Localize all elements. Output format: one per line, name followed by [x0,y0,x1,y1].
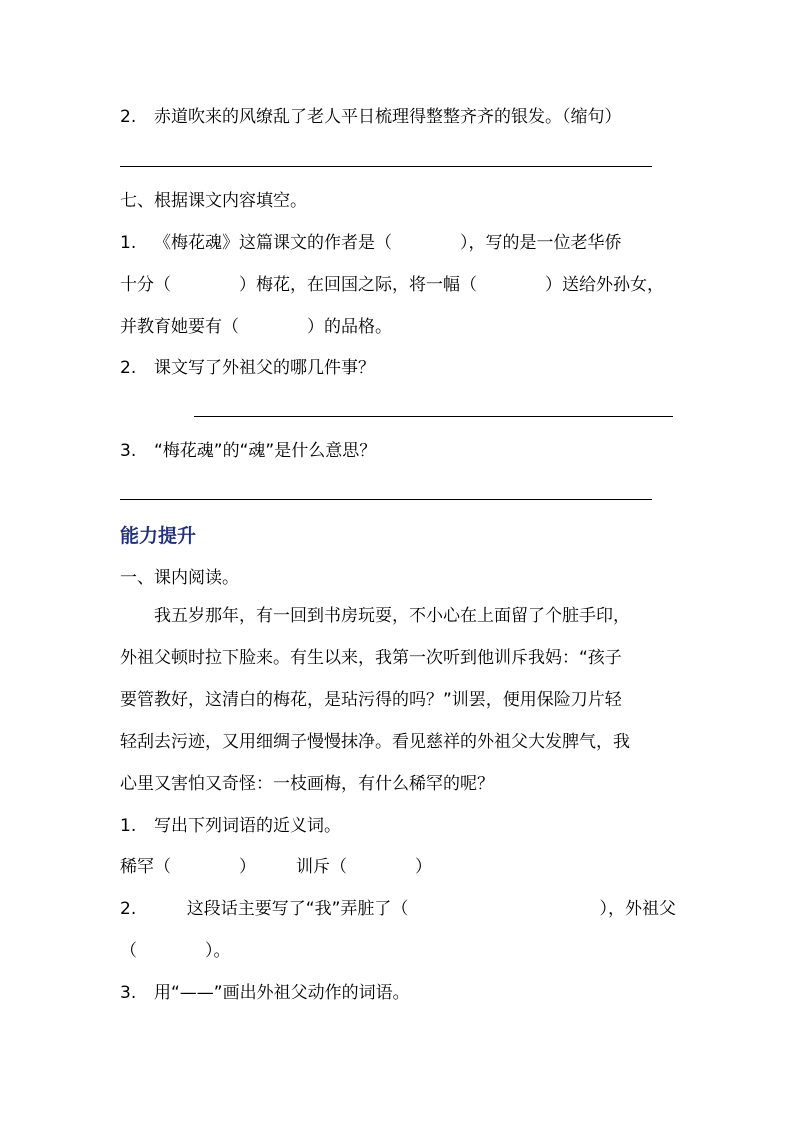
question-7-1 [120,232,622,254]
question-text: 写出下列词语的近义词。 [154,816,341,836]
section-heading-ability: 能力提升 [120,525,197,547]
reading-question-1 [120,815,341,837]
passage-line: 我五岁那年，有一回到书房玩耍，不小心在上面留了个脏手印， [120,606,630,626]
passage-line: 外祖父顿时拉下脸来。有生以来，我第一次听到他训斥我妈：“孩子 [120,648,622,668]
question-7-2 [120,357,375,379]
question-number: 2. [120,107,137,127]
reading-question-2-line2[interactable]: （ ）。 [120,941,231,961]
reading-section-title: 一、课内阅读。 [120,568,239,588]
answer-line[interactable] [120,499,652,500]
question-number: 1. [120,233,137,253]
question-7-1-line2: 十分（ ）梅花，在回国之际，将一幅（ ）送给外孙女， [120,275,664,295]
question-text: 《梅花魂》这篇课文的作者是（ ），写的是一位老华侨 [154,233,622,253]
fill-blank[interactable] [459,898,549,920]
question-2-shrink [120,106,622,128]
question-text: 赤道吹来的风缭乱了老人平日梳理得整整齐齐的银发。（缩句） [154,107,622,127]
question-number: 1. [120,816,137,836]
answer-line[interactable] [194,416,673,417]
question-number: 3. [120,441,137,461]
passage-line: 轻刮去污迹，又用细绸子慢慢抹净。看见慈祥的外祖父大发脾气，我 [120,732,630,752]
reading-question-2 [120,898,676,920]
question-text-part1: 这段话主要写了“我”弄脏了（ [186,899,409,919]
synonym-blanks [120,856,432,878]
answer-line[interactable] [120,166,652,167]
question-text: “梅花魂”的“魂”是什么意思？ [154,441,377,461]
question-text: 用“——”画出外祖父动作的词语。 [154,983,410,1003]
passage-line: 要管教好，这清白的梅花，是玷污得的吗？”训罢，便用保险刀片轻 [120,690,622,710]
question-7-3 [120,440,376,462]
question-7-1-line3: 并教育她要有（ ）的品格。 [120,317,392,337]
section-7-title: 七、根据课文内容填空。 [120,191,307,211]
reading-question-3 [120,982,410,1004]
question-text-part2: ），外祖父 [599,899,676,919]
synonym-word-2[interactable]: 训斥（ ） [296,857,432,877]
synonym-word-1[interactable]: 稀罕（ ） [120,857,256,877]
question-number: 3. [120,983,137,1003]
question-number: 2. [120,899,137,919]
passage-line: 心里又害怕又奇怪：一枝画梅，有什么稀罕的呢？ [120,774,494,794]
question-number: 2. [120,358,137,378]
question-text: 课文写了外祖父的哪几件事？ [154,358,375,378]
